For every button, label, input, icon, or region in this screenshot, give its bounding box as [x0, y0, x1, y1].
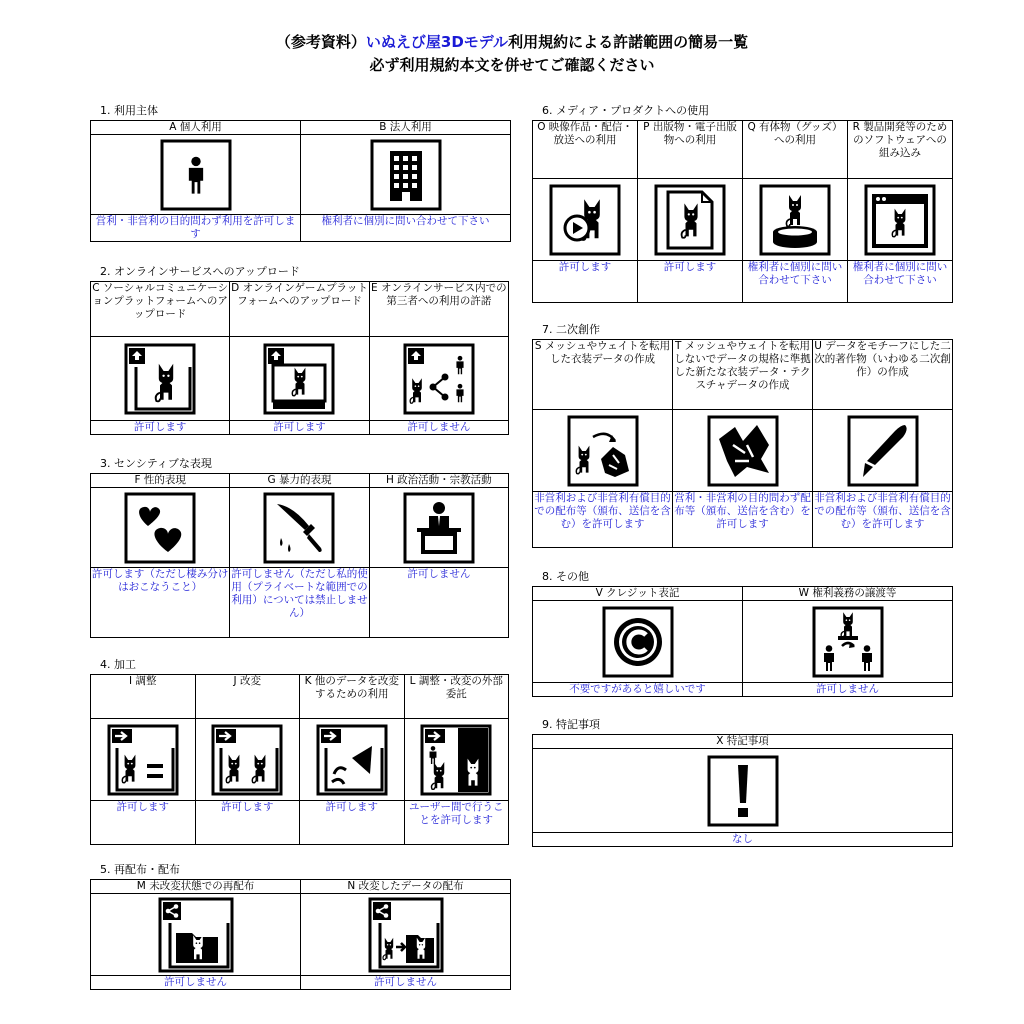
costume-from-mesh-icon	[533, 410, 673, 492]
building-icon	[301, 135, 511, 215]
adjust-icon	[91, 719, 196, 801]
section-title: 1. 利用主体	[100, 104, 158, 117]
outsource-icon	[404, 719, 509, 801]
item-label: R 製品開発等のためのソフトウェアへの組み込み	[848, 121, 953, 179]
section-title: 6. メディア・プロダクトへの使用	[542, 104, 710, 117]
section-media-products	[532, 104, 953, 303]
item-label: E オンラインサービス内での第三者への利用の許諾	[369, 282, 508, 337]
item-label: B 法人利用	[301, 121, 511, 135]
status-text: 許可しません	[743, 683, 953, 697]
status-text: 許可しません	[301, 976, 511, 990]
section-title: 4. 加工	[100, 658, 136, 671]
status-text: ユーザー間で行うことを許可します	[404, 801, 509, 845]
upload-game-icon	[230, 337, 369, 421]
item-label: G 暴力的表現	[230, 474, 369, 488]
page-subtitle: 必ず利用規約本文を併せてご確認ください	[369, 56, 655, 74]
status-text: 権利者に個別に問い合わせて下さい	[743, 261, 848, 303]
exclamation-icon	[533, 749, 953, 833]
hearts-icon	[91, 488, 230, 568]
item-label: H 政治活動・宗教活動	[369, 474, 508, 488]
status-text: 許可しません	[369, 568, 508, 638]
item-label: I 調整	[91, 675, 196, 719]
item-label: M 未改変状態での再配布	[91, 880, 301, 894]
item-label: D オンラインゲームプラットフォームへのアップロード	[230, 282, 369, 337]
section-online-upload	[90, 265, 509, 435]
status-text: 許可します	[300, 801, 405, 845]
item-label: S メッシュやウェイトを転用した衣装データの作成	[533, 340, 673, 410]
new-costume-icon	[673, 410, 813, 492]
item-label: N 改変したデータの配布	[301, 880, 511, 894]
status-text: 許可します（ただし棲み分けはおこなうこと）	[91, 568, 230, 638]
section-processing	[90, 658, 509, 845]
redistribute-icon	[91, 894, 301, 976]
page-title: （参考資料）いぬえび屋3Dモデル利用規約による許諾範囲の簡易一覧	[275, 33, 749, 51]
section-title: 5. 再配布・配布	[100, 863, 180, 876]
item-label: P 出版物・電子出版物への利用	[638, 121, 743, 179]
goods-icon	[743, 179, 848, 261]
status-text: 非営利および非営利有償目的での配布等（頒布、送信を含む）を許可します	[533, 492, 673, 548]
section-special-notes	[532, 718, 953, 847]
copyright-icon	[533, 601, 743, 683]
status-text: 許可します	[91, 421, 230, 435]
pen-icon	[813, 410, 953, 492]
status-text: 営利・非営利の目的問わず配布等（頒布、送信を含む）を許可します	[673, 492, 813, 548]
section-sensitive-expression	[90, 457, 509, 638]
upload-social-icon	[91, 337, 230, 421]
software-icon	[848, 179, 953, 261]
status-text: 許可します	[195, 801, 300, 845]
video-icon	[533, 179, 638, 261]
section-title: 3. センシティブな表現	[100, 457, 212, 470]
item-label: V クレジット表記	[533, 587, 743, 601]
item-label: J 改変	[195, 675, 300, 719]
item-label: C ソーシャルコミュニケーションプラットフォームへのアップロード	[91, 282, 230, 337]
status-text: 権利者に個別に問い合わせて下さい	[848, 261, 953, 303]
item-label: K 他のデータを改変するための利用	[300, 675, 405, 719]
rights-transfer-icon	[743, 601, 953, 683]
status-text: 営利・非営利の目的問わず利用を許可します	[91, 215, 301, 242]
section-title: 2. オンラインサービスへのアップロード	[100, 265, 300, 278]
share-third-party-icon	[369, 337, 508, 421]
item-label: W 権利義務の譲渡等	[743, 587, 953, 601]
knife-icon	[230, 488, 369, 568]
modify-other-data-icon	[300, 719, 405, 801]
status-text: 許可しません	[369, 421, 508, 435]
status-text: 許可しません（ただし私的使用（プライベートな範囲での利用）については禁止しません）	[230, 568, 369, 638]
modify-icon	[195, 719, 300, 801]
status-text: 許可します	[91, 801, 196, 845]
status-text: 許可しません	[91, 976, 301, 990]
item-label: F 性的表現	[91, 474, 230, 488]
status-text: 許可します	[533, 261, 638, 303]
section-title: 9. 特記事項	[542, 718, 600, 731]
item-label: X 特記事項	[533, 735, 953, 749]
status-text: 許可します	[230, 421, 369, 435]
section-redistribution	[90, 863, 511, 990]
status-text: 権利者に個別に問い合わせて下さい	[301, 215, 511, 242]
status-text: 非営利および非営利有償目的での配布等（頒布、送信を含む）を許可します	[813, 492, 953, 548]
section-derivative-works	[532, 323, 953, 548]
status-text: なし	[533, 833, 953, 847]
person-icon	[91, 135, 301, 215]
status-text: 許可します	[638, 261, 743, 303]
section-other	[532, 570, 953, 697]
section-title: 8. その他	[542, 570, 589, 583]
podium-icon	[369, 488, 508, 568]
item-label: U データをモチーフにした二次的著作物（いわゆる二次創作）の作成	[813, 340, 953, 410]
status-text: 不要ですがあると嬉しいです	[533, 683, 743, 697]
item-label: L 調整・改変の外部委託	[404, 675, 509, 719]
distribute-modified-icon	[301, 894, 511, 976]
section-usage-entity	[90, 104, 511, 242]
item-label: O 映像作品・配信・放送への利用	[533, 121, 638, 179]
item-label: Q 有体物（グッズ）への利用	[743, 121, 848, 179]
section-title: 7. 二次創作	[542, 323, 600, 336]
item-label: A 個人利用	[91, 121, 301, 135]
item-label: T メッシュやウェイトを転用しないでデータの規格に準拠した新たな衣装データ・テクスチャデータの作成	[673, 340, 813, 410]
publication-icon	[638, 179, 743, 261]
